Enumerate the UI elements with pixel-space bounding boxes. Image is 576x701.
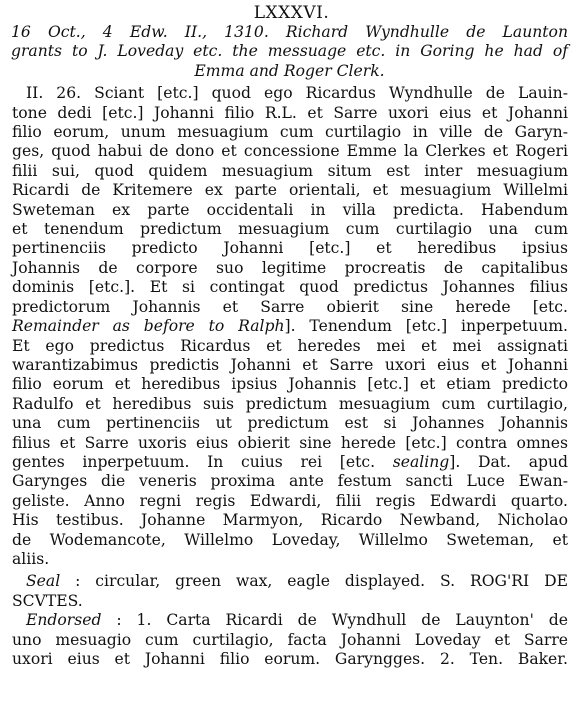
text-line: [9, 278, 568, 297]
text-line: [9, 123, 568, 142]
text-segment: His testibus. Johanne Marmyon, Ricardo Newband, Nicholao: [12, 511, 568, 530]
text-segment: una cum pertinenciis ut predictum est si Johannes Johannis: [12, 414, 568, 433]
seal-note: [9, 572, 568, 611]
text-line: [9, 239, 568, 258]
charter-number: LXXXVI.: [253, 3, 330, 23]
text-segment: aliis.: [12, 549, 50, 568]
text-segment: Garynges die veneris proxima ante festum sancti Luce Ewan-: [12, 472, 568, 491]
text-segment: Ricardi de Kritemere ex parte orientali, et mesuagium Willelmi: [12, 181, 568, 200]
text-line: [9, 492, 568, 511]
text-segment: dominis [etc.]. Et si contingat quod predictus Johannes filius: [12, 278, 568, 297]
text-line: [9, 84, 568, 103]
text-segment: ges, quod habui de dono et concessione Emme la Clerkes et Rogeri: [12, 142, 568, 161]
text-line: [9, 472, 568, 491]
text-line: [9, 142, 568, 161]
text-line: [9, 550, 568, 569]
text-segment: pertinenciis predicto Johanni [etc.] et heredibus ipsius: [12, 239, 568, 258]
text-segment: II. 26. Sciant [etc.] quod ego Ricardus Wyndhulle de Lauin-: [26, 84, 568, 103]
endorsed-label: Endorsed: [26, 611, 102, 630]
endorsed-line: uxori eius et Johanni filio eorum. Garyngges. 2. Ten. Baker.: [12, 650, 568, 668]
endorsed-line: uno mesuagio cum curtilagio, facta Johanni Loveday et Sarre: [12, 630, 568, 649]
text-segment: Sweteman ex parte occidentali in villa predicta. Habendum: [12, 200, 568, 219]
text-segment: predictorum Johannis et Sarre obierit sine herede [etc.: [12, 297, 568, 316]
text-line: [9, 434, 568, 453]
charter-text: [9, 84, 568, 569]
seal-line: [9, 572, 568, 591]
text-segment: filio eorum, unum mesuagium cum curtilagio in ville de Garyn-: [12, 123, 568, 142]
text-segment: ]. Tenendum [etc.] inperpetuum.: [284, 317, 568, 336]
text-line: [9, 181, 568, 200]
text-segment: ]. Dat. apud: [449, 452, 568, 471]
text-segment: filii sui, quod quidem mesuagium situm est inter mesuagium: [12, 161, 568, 180]
seal-text: : circular, green wax, eagle displayed. S. ROG'RI DE: [60, 572, 568, 591]
text-line: [9, 317, 568, 336]
text-line: [9, 259, 568, 278]
text-line: [9, 356, 568, 375]
text-segment: tone dedi [etc.] Johanni filio R.L. et Sarre uxori eius et Johanni: [12, 103, 568, 122]
text-line: [9, 375, 568, 394]
heading-line: Emma and Roger Clerk.: [194, 61, 385, 80]
text-line: [9, 201, 568, 220]
text-line: [9, 220, 568, 239]
text-segment: warantizabimus predictis Johanni et Sarre uxori eius et Johanni: [12, 355, 568, 374]
charter-heading: [9, 23, 568, 81]
text-line: [9, 298, 568, 317]
text-segment: Radulfo et heredibus suis predictum mesuagium cum curtilagio,: [12, 394, 568, 413]
text-segment: gentes inperpetuum. In cuius rei [etc.: [12, 452, 393, 471]
text-line: [9, 162, 568, 181]
text-line: [9, 104, 568, 123]
text-segment: Et ego predictus Ricardus et heredes mei et mei assignati: [12, 336, 568, 355]
editorial-note: sealing: [392, 452, 450, 471]
text-segment: et tenendum predictum mesuagium cum curtilagio una cum: [12, 220, 568, 239]
endorsed-text: : 1. Carta Ricardi de Wyndhull de Lauynton' de: [101, 611, 568, 630]
text-segment: Johannis de corpore suo legitime procreatis de capitalibus: [12, 258, 568, 277]
text-segment: de Wodemancote, Willelmo Loveday, Willelmo Sweteman, et: [12, 530, 568, 549]
heading-line: 16 Oct., 4 Edw. II., 1310. Richard Wyndhulle de Launton: [11, 23, 568, 41]
editorial-note: Remainder as before to Ralph: [12, 317, 285, 336]
text-line: [9, 453, 568, 472]
text-segment: geliste. Anno regni regis Edwardi, filii regis Edwardi quarto.: [12, 491, 568, 510]
seal-label: Seal: [26, 572, 61, 591]
text-line: [9, 531, 568, 550]
endorsement-note: [9, 611, 568, 669]
seal-legend-cont: SCVTES.: [12, 591, 83, 610]
endorsed-line: [9, 611, 568, 630]
text-line: [9, 337, 568, 356]
text-segment: filius et Sarre uxoris eius obierit sine herede [etc.] contra omnes: [12, 433, 568, 452]
text-line: [9, 395, 568, 414]
text-line: [9, 511, 568, 530]
text-segment: filio eorum et heredibus ipsius Johannis [etc.] et etiam predicto: [12, 375, 568, 394]
text-line: [9, 414, 568, 433]
heading-line: grants to J. Loveday etc. the messuage etc. in Goring he had of: [11, 42, 568, 61]
